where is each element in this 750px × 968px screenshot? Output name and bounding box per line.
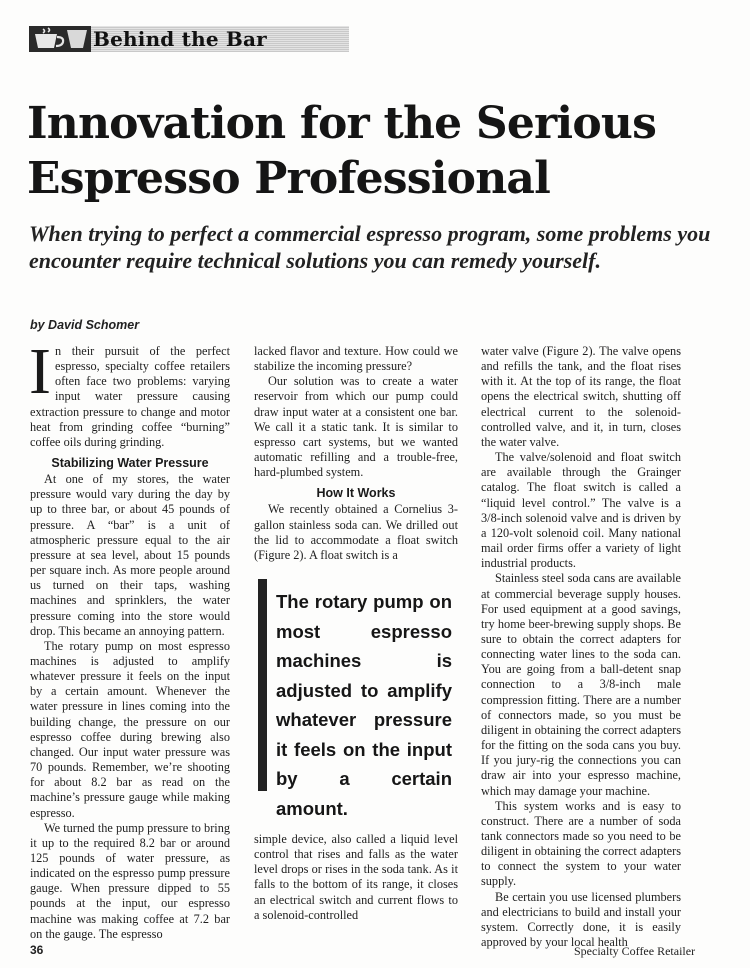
drop-cap: I [29, 335, 51, 408]
column-2 [254, 344, 458, 563]
intro-paragraph [29, 335, 230, 450]
body-paragraph: We recently obtained a Cornelius 3-gallon stainless soda can. We drilled out the lid to accommodate a float switch (Figure 2). A float switch is a [254, 502, 458, 562]
section-banner [29, 26, 349, 52]
coffee-cup-icon [29, 26, 91, 52]
pull-quote-text: The rotary pump on most espresso machines is adjusted to amplify whatever pressure it feels on the input by a certain amount. [276, 591, 452, 819]
column-2-continued [254, 832, 458, 923]
body-paragraph: Be certain you use licensed plumbers and electricians to build and install your system. Correctly done, it is easily approved by your local health [481, 889, 681, 950]
body-paragraph: lacked flavor and texture. How could we stabilize the incoming pressure? [254, 344, 458, 374]
body-paragraph: Our solution was to create a water reservoir from which our pump could draw input water at a consistent one bar. We call it a static tank. It is similar to espresso cart systems, but we wanted automatic refilling and a trouble-free, hard-plumbed system. [254, 374, 458, 480]
body-paragraph: This system works and is easy to construct. There are a number of soda tank connectors made so you need to be diligent in obtaining the correct adapters to connect the system to your water supply. [481, 798, 681, 889]
body-paragraph: simple device, also called a liquid level control that rises and falls as the water level drops or rises in the soda tank. As it falls to the bottom of its range, it closes an electrical switch and current flows to a solenoid-controlled [254, 832, 458, 922]
article-headline: Innovation for the Serious Espresso Professional [27, 98, 657, 204]
page-number: 36 [30, 943, 44, 957]
column-1 [29, 335, 230, 942]
subhead-how-it-works: How It Works [316, 486, 396, 501]
publication-name: Specialty Coffee Retailer [574, 944, 696, 958]
body-paragraph: Stainless steel soda cans are available at commercial beverage supply houses. For used equipment at a good savings, try home beer-brewing supply shops. Be sure to obtain the correct adapters for connecting water lines to the soda can. You are going from a ball-detent snap connection to a 3/8-inch male compression fitting. There are a number of connectors made, so you must be diligent in obtaining the correct adapters for the fitting on the soda cans you buy. If you jury-rig the connections you can draw air into your espresso machine, which may damage your machine. [481, 571, 681, 798]
body-paragraph: water valve (Figure 2). The valve opens and refills the tank, and the float rises with it. At the top of its range, the float opens the electrical switch, shutting off electrical current to the solenoid-controlled valve, and it, in turn, closes the water valve. [481, 344, 681, 449]
section-label: Behind the Bar [93, 27, 267, 51]
article-deck: When trying to perfect a commercial espresso program, some problems you encounter require technical solutions you can remedy yourself. [29, 221, 711, 273]
intro-text: n their pursuit of the perfect espresso, specialty coffee retailers often face two problems: varying input water pressure causing extraction pressure to change and motor heat from grinding coffee “burning” coffee oils during grinding. [30, 344, 230, 449]
body-paragraph: At one of my stores, the water pressure would vary during the day by up to three bar, or about 45 pounds of pressure. A “bar” is a unit of atmospheric pressure equal to the air pressure at sea level, about 15 pounds per square inch. As more people around us turned on their taps, washing machines and sprinklers, the water pressure coming into the store would drop. This became an annoying pattern. [30, 472, 230, 638]
pull-quote-rule [258, 579, 267, 791]
pull-quote [258, 579, 458, 819]
body-paragraph: The rotary pump on most espresso machines is adjusted to amplify whatever pressure it feels on the input by a certain amount. Whenever the water pressure in lines coming into the building change, the pressure on our espresso coffee during brewing also changed. Our input water pressure was 70 pounds. Remember, we’re shooting for about 8.2 bar as read on the machine’s pressure gauge while making espresso. [30, 638, 230, 820]
column-3 [481, 344, 681, 950]
subhead-stabilizing-water-pressure: Stabilizing Water Pressure [51, 456, 209, 471]
body-paragraph: We turned the pump pressure to bring it up to the required 8.2 bar or around 125 pounds of water pressure, as indicated on the espresso pump pressure gauge. When pressure dipped to 55 pounds at the input, our espresso machine was making coffee at 7.2 bar on the gauge. The espresso [30, 820, 230, 941]
byline: by David Schomer [30, 318, 140, 332]
body-paragraph: The valve/solenoid and float switch are available through the Grainger catalog. The float switch is called a “liquid level control.” The valve is a 3/8-inch solenoid valve and is driven by a 120-volt solenoid coil. Many national mail order firms offer a variety of light industrial products. [481, 450, 681, 571]
